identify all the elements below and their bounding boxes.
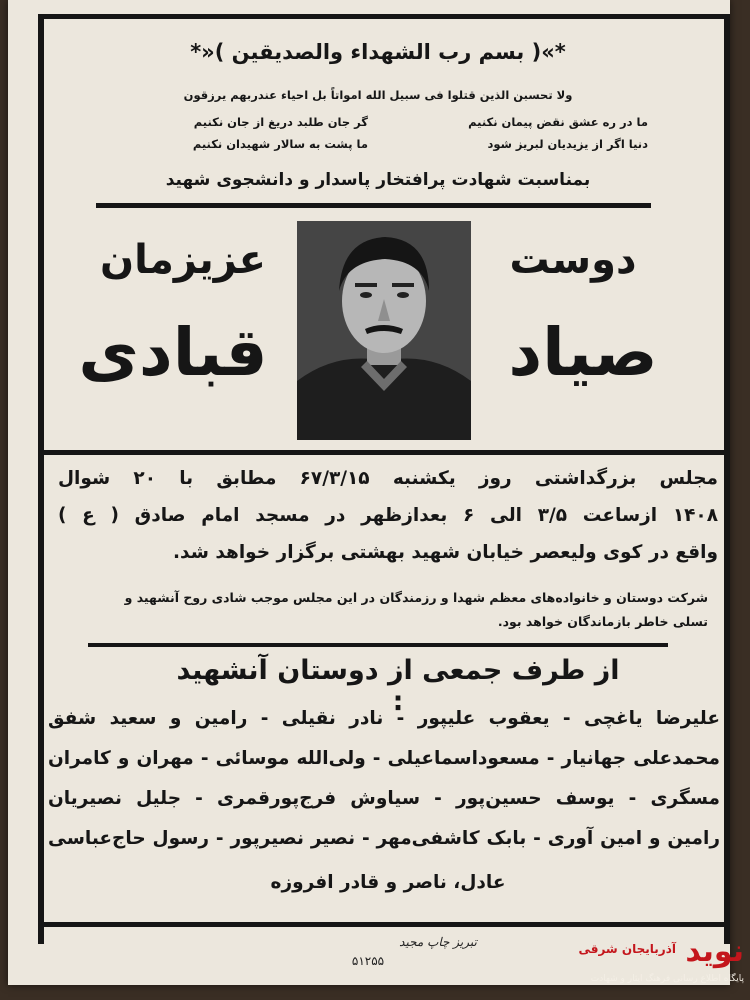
portrait-image: [297, 221, 471, 440]
ceremony-note-1: شرکت دوستان و خانواده‌های معظم شهدا و رزمندگان در این مجلس موجب شادی روح آنشهید و: [124, 590, 708, 605]
occasion-line: بمناسبت شهادت پرافتخار پاسدار و دانشجوی شهید: [165, 170, 591, 190]
watermark-tagline: پایگاه اطلاع رسانی فرهنگ ایثار و شهادت: [590, 974, 744, 984]
label-dust: دوست: [509, 237, 637, 283]
last-name: قبادی: [78, 314, 268, 391]
poem-right-1: ما در ره عشق نقض پیمان نکنیم: [468, 115, 648, 129]
top-rule: [38, 14, 730, 19]
signers-line-4: رامین و امین آوری - بابک کاشفی‌مهر - نصیر نصیرپور - رسول حاج‌عباسی: [48, 828, 720, 849]
site-watermark: [556, 934, 746, 990]
signers-line-3: مسگری - یوسف حسین‌پور - سیاوش فرج‌پورقمری - جلیل نصیریان: [48, 788, 720, 809]
poem-left-1: گر جان طلبد دریغ از جان نکنیم: [193, 115, 368, 129]
signers-heading: از طرف جمعی از دوستان آنشهید :: [176, 655, 620, 717]
printer-phone: ۵۱۲۵۵: [351, 954, 385, 968]
header-rule: [96, 203, 651, 208]
signers-line-2: محمدعلی جهانیار - مسعوداسماعیلی - ولی‌الله موسائی - مهران و کامران: [48, 748, 720, 769]
label-azizeman: عزیزمان: [99, 237, 267, 283]
ceremony-line-3: واقع در کوی ولیعصر خیابان شهید بهشتی برگزار خواهد شد.: [172, 542, 718, 563]
poster-title: *»( بسم رب الشهداء والصديقين )«*: [190, 40, 566, 64]
watermark-site: آذربایجان شرقی: [578, 942, 676, 956]
quran-verse: ولا تحسبن الذين قتلوا فی سبیل الله امواتاً بل احیاء عندربهم یرزقون: [183, 88, 573, 102]
poem-right-2: دنیا اگر از یزیدیان لبریز شود: [487, 137, 648, 151]
ceremony-note-2: تسلی خاطر بازماندگان خواهد بود.: [497, 614, 708, 629]
bottom-rule: [38, 922, 730, 927]
martyr-portrait: [297, 221, 471, 440]
signers-rule: [88, 643, 668, 647]
ceremony-line-2: ۱۴۰۸ ازساعت ۳/۵ الی ۶ بعدازظهر در مسجد امام صادق ( ع ): [58, 505, 719, 526]
watermark-logo: نوید: [685, 934, 744, 969]
portrait-rule: [38, 450, 730, 455]
signers-line-5: عادل، ناصر و قادر افروزه: [270, 872, 506, 893]
printer-name: تبریز چاپ مجید: [399, 935, 477, 949]
memorial-poster: [8, 0, 730, 985]
poem-left-2: ما پشت به سالار شهیدان نکنیم: [192, 137, 368, 151]
first-name: صیاد: [508, 314, 658, 391]
ceremony-line-1: مجلس بزرگداشتی روز یکشنبه ۶۷/۳/۱۵ مطابق با ۲۰ شوال: [58, 468, 718, 489]
signers-line-1: علیرضا یاغچی - یعقوب علیپور - نادر نقیلی - رامین و سعید شفق: [48, 708, 720, 729]
